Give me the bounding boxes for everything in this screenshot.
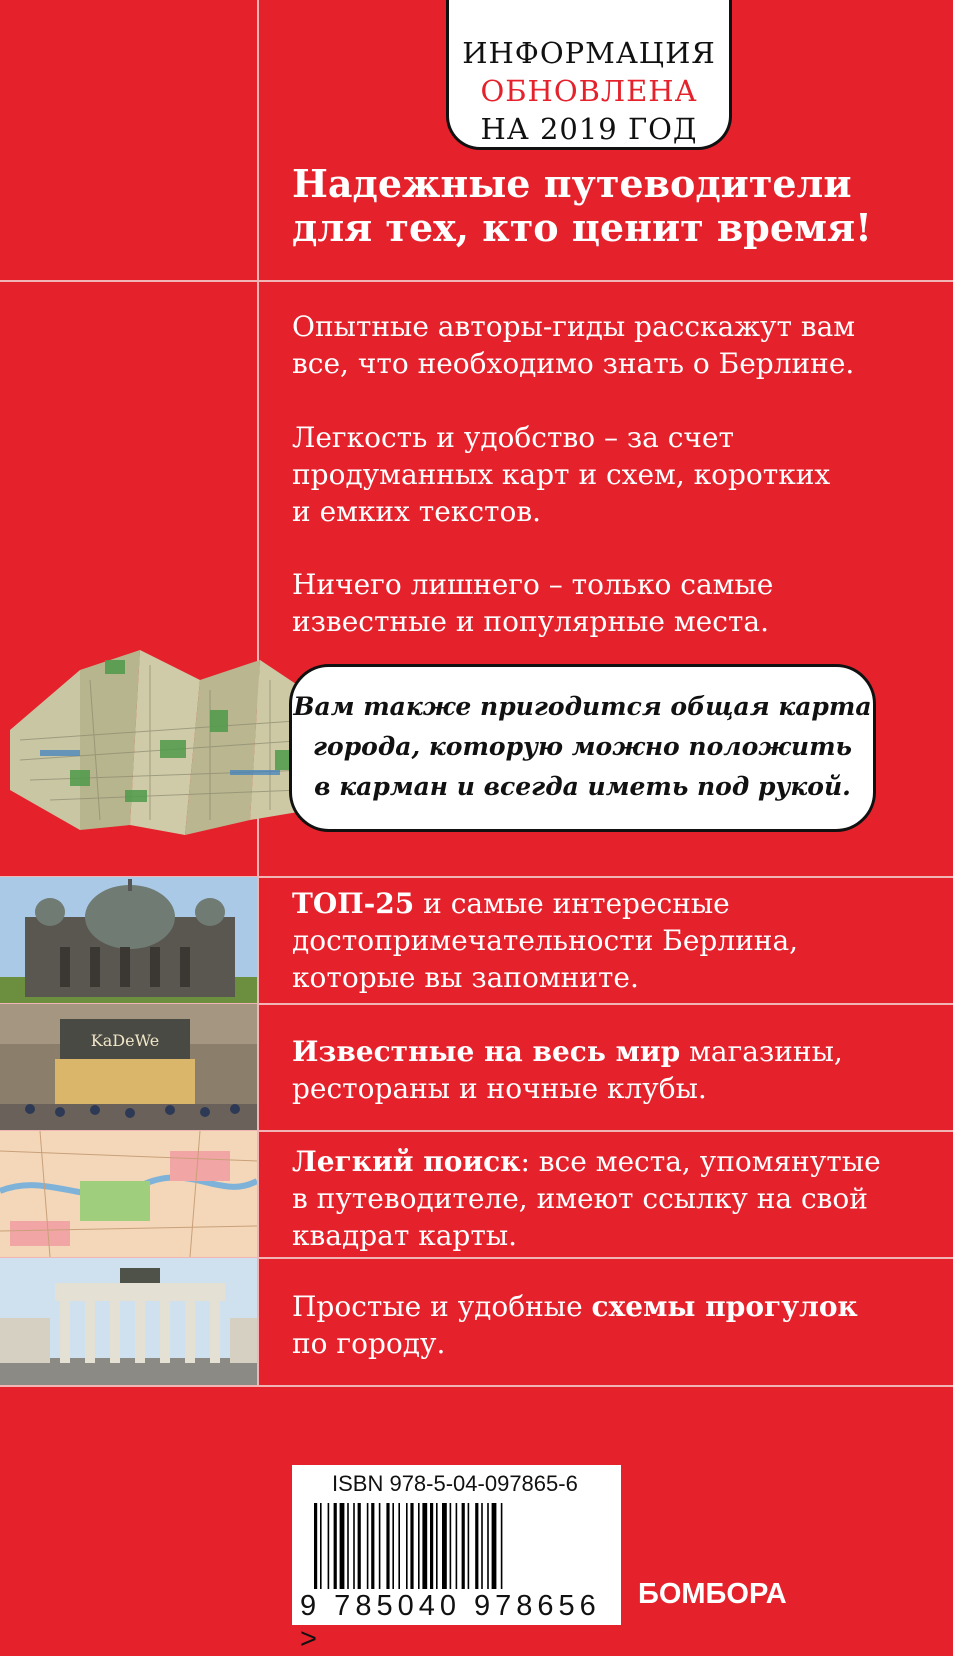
paragraph-line: и емких текстов.	[292, 495, 542, 528]
paragraph-line: продуманных карт и схем, коротких	[292, 458, 831, 491]
folded-map-image	[10, 620, 320, 850]
callout-line: города, которую можно положить	[312, 732, 853, 761]
isbn-label: ISBN 978-5-04-097865-6	[332, 1471, 578, 1496]
feature-text: и самые интересные	[414, 887, 730, 920]
paragraph-ease	[292, 419, 932, 530]
isbn-barcode-box	[292, 1465, 621, 1655]
paragraph-line: Опытные авторы-гиды расскажут вам	[292, 310, 856, 343]
paragraph-authors	[292, 308, 932, 382]
brandenburg-gate-photo	[0, 1258, 257, 1385]
divider	[0, 1385, 953, 1387]
feature-bold: Известные на весь мир	[292, 1035, 681, 1068]
paragraph-line: Ничего лишнего – только самые	[292, 568, 774, 601]
feature-walks	[292, 1288, 932, 1362]
feature-shops	[292, 1033, 932, 1107]
feature-search	[292, 1143, 932, 1254]
callout-map	[289, 664, 876, 832]
publisher-logo: БОМБОРА	[638, 1578, 787, 1610]
paragraph-nothing-extra	[292, 566, 932, 640]
badge-line: ИНФОРМАЦИЯ	[462, 36, 716, 70]
feature-line: рестораны и ночные клубы.	[292, 1072, 707, 1105]
paragraph-line: известные и популярные места.	[292, 605, 769, 638]
feature-line: квадрат карты.	[292, 1219, 517, 1252]
badge-line: НА 2019 ГОД	[480, 112, 698, 146]
kadewe-photo	[0, 1004, 257, 1130]
berlin-cathedral-photo	[0, 877, 257, 1003]
feature-bold: ТОП-25	[292, 887, 415, 920]
kadewe-sign: KaDeWe	[90, 1031, 160, 1050]
feature-bold: схемы прогулок	[591, 1290, 858, 1323]
feature-text: Простые и удобные	[292, 1290, 592, 1323]
paragraph-line: все, что необходимо знать о Берлине.	[292, 347, 855, 380]
barcode-icon	[312, 1503, 612, 1589]
headline	[292, 162, 932, 250]
feature-line: которые вы запомните.	[292, 961, 639, 994]
feature-text: магазины,	[680, 1035, 843, 1068]
feature-line: в путеводителе, имеют ссылку на свой	[292, 1182, 868, 1215]
updated-info-badge	[446, 0, 732, 150]
feature-bold: Легкий поиск	[292, 1145, 521, 1178]
feature-line: достопримечательности Берлина,	[292, 924, 799, 957]
feature-top25	[292, 885, 932, 996]
callout-line: в карман и всегда иметь под рукой.	[314, 772, 851, 801]
divider	[0, 280, 953, 282]
paragraph-line: Легкость и удобство – за счет	[292, 421, 734, 454]
badge-line-highlight: ОБНОВЛЕНА	[480, 74, 698, 108]
isbn-digits: 9 785040 978656 >	[300, 1590, 601, 1655]
headline-line: Надежные путеводители	[292, 161, 852, 206]
city-map-photo	[0, 1131, 257, 1257]
headline-line: для тех, кто ценит время!	[292, 205, 872, 250]
callout-line: Вам также пригодится общая карта	[293, 692, 872, 721]
feature-line: по городу.	[292, 1327, 446, 1360]
feature-text: : все места, упомянутые	[520, 1145, 881, 1178]
